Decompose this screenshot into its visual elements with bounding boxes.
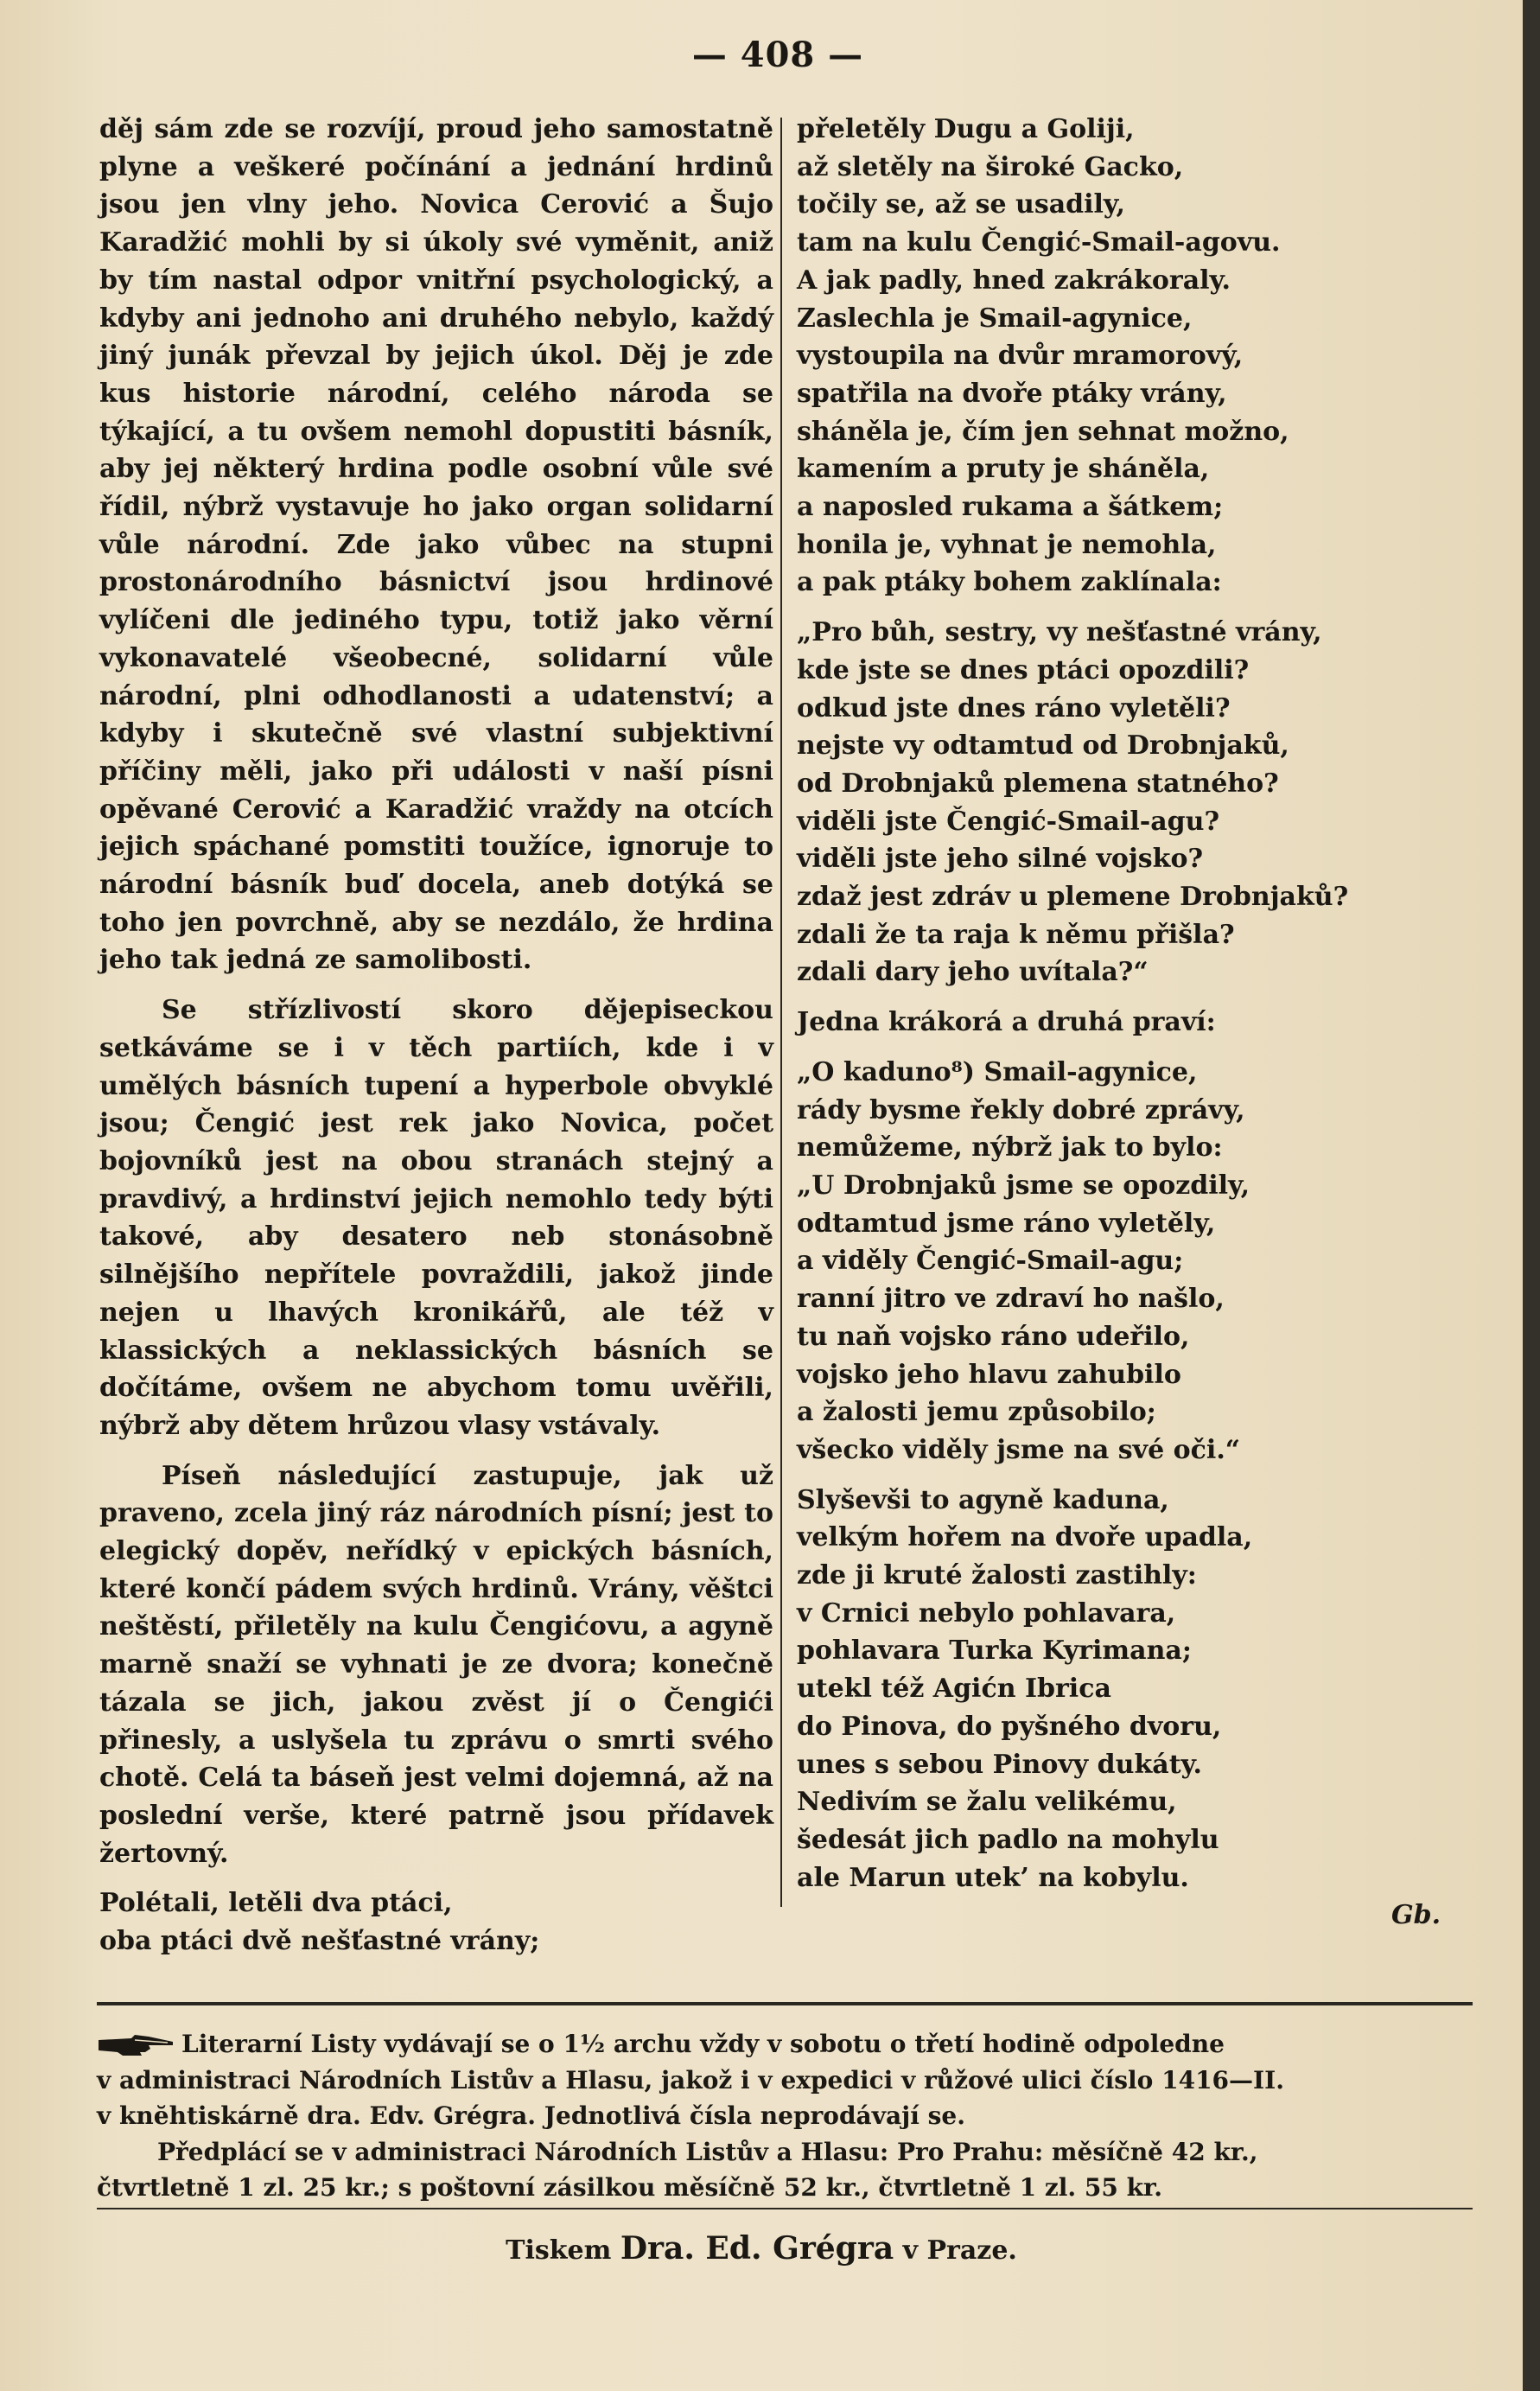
verse-line: ale Marun utek’ na kobylu. [797, 1862, 1189, 1893]
verse-line: všecko viděly jsme na své oči.“ [797, 1434, 1241, 1465]
paragraph-2: Se střízlivostí skoro dějepiseckou setkáváme se i v těch partiích, kde i v umělých básních tupení a hyperbole obvyklé jsou; Čengić jest rek jako Novica, počet bojovníků jest na obou stranách stejný a pravdivý, a hrdinství jejich nemohlo tedy býti takové, aby desatero neb stonásobně silnějšího nepřítele povraždili, jakož jinde nejen u lhavých kronikářů, ale též v klassických a neklassických básních se dočítáme, ovšem ne abychom tomu uvěřili, nýbrž aby dětem hrůzou vlasy vstávaly. [99, 995, 773, 1441]
imprint-prefix: Tiskem [506, 2235, 612, 2266]
pointing-hand-icon [97, 2031, 176, 2059]
signature: Gb. [1391, 1900, 1441, 1930]
page-edge [1523, 0, 1540, 2391]
verse-line: nemůžeme, nýbrž jak to bylo: [797, 1132, 1223, 1164]
verse-line: Polétali, letěli dva ptáci, [99, 1888, 453, 1919]
verse-line: Slyševši to agyně kaduna, [797, 1484, 1169, 1515]
footer-rule-bottom [97, 2208, 1473, 2209]
verse-line: Jedna krákorá a druhá praví: [797, 1007, 1216, 1038]
left-column [99, 111, 773, 1961]
verse-line: vystoupila na dvůr mramorový, [797, 341, 1244, 372]
notice-line-4: Předplácí se v administraci Národních Listův a Hlasu: Pro Prahu: měsíčně 42 kr., [157, 2137, 1258, 2166]
verse-line: rády bysme řekly dobré zprávy, [797, 1094, 1245, 1125]
verse-line: zde ji kruté žalosti zastihly: [797, 1560, 1197, 1591]
verse-line: přeletěly Dugu a Goliji, [797, 114, 1135, 144]
verse-line: zdali že ta raja k němu přišla? [797, 919, 1235, 950]
verse-line: zdaž jest zdráv u plemene Drobnjaků? [797, 882, 1349, 913]
printer-imprint [0, 2230, 1523, 2267]
verse-line: honila je, vyhnat je nemohla, [797, 529, 1217, 560]
verse-line: viděli jste jeho silné vojsko? [797, 844, 1204, 875]
verse-line: Nedivím se žalu velikému, [797, 1787, 1177, 1818]
verse-line: oba ptáci dvě nešťastné vrány; [99, 1926, 540, 1957]
imprint-name: Dra. Ed. Grégra [620, 2230, 894, 2267]
verse-line: ranní jitro ve zdraví ho našlo, [797, 1284, 1225, 1315]
verse-line: nejste vy odtamtud od Drobnjaků, [797, 730, 1289, 762]
notice-line-1: Literarní Listy vydávají se o 1½ archu vždy v sobotu o třetí hodině odpoledne [181, 2030, 1225, 2058]
imprint-suffix: v Praze. [902, 2235, 1017, 2266]
verse-line: „O kaduno⁸) Smail-agynice, [797, 1056, 1198, 1087]
verse-line: až sletěly na široké Gacko, [797, 151, 1184, 182]
verse-line: pohlavara Turka Kyrimana; [797, 1635, 1192, 1667]
notice-line-2: v administraci Národních Listův a Hlasu, jakož i v expedici v růžové ulici číslo 1416—II. [97, 2065, 1284, 2095]
verse-line: Zaslechla je Smail-agynice, [797, 303, 1193, 334]
paragraph-1: děj sám zde se rozvíjí, proud jeho samostatně plyne a veškeré počínání a jednání hrdinů jsou jen vlny jeho. Novica Cerović a Šujo Karadžić mohli by si úkoly své vyměnit, aniž by tím nastal odpor vnitřní psychologický, a kdyby ani jednoho ani druhého nebylo, každý jiný junák převzal by jejich úkol. Děj je zde kus historie národní, celého národa se týkající, a tu ovšem nemohl dopustiti básník, aby jej některý hrdina podle osobní vůle své řídil, nýbrž vystavuje ho jako organ solidarní vůle národní. Zde jako vůbec na stupni prostonárodního básnictví jsou hrdinové vylíčeni dle jediného typu, totiž jako věrní vykonavatelé všeobecné, solidarní vůle národní, plni odhodlanosti a udatenství; a kdyby i skutečně své vlastní subjektivní příčiny měli, jako při události v naší písni opěvané Cerović a Karadžić vraždy na otcích jejich spáchané pomstiti toužíce, ignoruje to národní básník buď docela, aneb dotýká se toho jen povrchně, aby se nezdálo, že hrdina jeho tak jedná ze samolibosti. [99, 114, 773, 976]
verse-line: a naposled rukama a šátkem; [797, 492, 1224, 523]
verse-line: kamením a pruty je sháněla, [797, 454, 1210, 485]
verse-line: odtamtud jsme ráno vyletěly, [797, 1208, 1216, 1239]
verse-line: a pak ptáky bohem zaklínala: [797, 567, 1222, 598]
verse-line: odkud jste dnes ráno vyletěli? [797, 692, 1231, 724]
right-verse [797, 111, 1365, 1897]
verse-line: spatřila na dvoře ptáky vrány, [797, 378, 1227, 409]
verse-line: unes s sebou Pinovy dukáty. [797, 1749, 1202, 1780]
verse-line: „Pro bůh, sestry, vy nešťastné vrány, [797, 617, 1322, 648]
verse-line: šedesát jich padlo na mohylu [797, 1824, 1219, 1855]
left-verse [99, 1884, 773, 1960]
verse-line: A jak padly, hned zakrákoraly. [797, 265, 1231, 296]
notice-line-5: čtvrtletně 1 zl. 25 kr.; s poštovní zásilkou měsíčně 52 kr., čtvrtletně 1 zl. 55 kr. [97, 2173, 1162, 2202]
verse-line: točily se, až se usadily, [797, 189, 1125, 220]
verse-line: velkým hořem na dvoře upadla, [797, 1522, 1253, 1553]
verse-line: viděli jste Čengić-Smail-agu? [797, 806, 1220, 837]
verse-line: do Pinova, do pyšného dvoru, [797, 1711, 1222, 1742]
footer-rule-top [97, 2002, 1473, 2005]
verse-line: utekl též Agićn Ibrica [797, 1674, 1111, 1705]
verse-line: vojsko jeho hlavu zahubilo [797, 1359, 1181, 1390]
verse-line: tu naň vojsko ráno udeřilo, [797, 1321, 1190, 1352]
page-number: — 408 — [691, 35, 864, 75]
verse-line: od Drobnjaků plemena statného? [797, 768, 1279, 799]
publication-notice [97, 2026, 1469, 2206]
paragraph-3: Píseň následující zastupuje, jak už praveno, zcela jiný ráz národních písní; jest to elegický dopěv, neřídký v epických básních, které končí pádem svých hrdinů. Vrány, věštci neštěstí, přiletěly na kulu Čengićovu, a agyně marně snaží se vyhnati je ze dvora; konečně tázala se jich, jakou zvěst jí o Čengići přinesly, a uslyšela tu zprávu o smrti svého chotě. Celá ta báseň jest velmi dojemná, až na poslední verše, které patrně jsou přídavek žertovný. [99, 1460, 773, 1869]
verse-line: a viděly Čengić-Smail-agu; [797, 1246, 1184, 1277]
verse-line: sháněla je, čím jen sehnat možno, [797, 416, 1289, 447]
verse-line: kde jste se dnes ptáci opozdili? [797, 654, 1250, 685]
right-column [797, 111, 1365, 1897]
verse-line: „U Drobnjaků jsme se opozdily, [797, 1170, 1250, 1201]
notice-line-3: v knĕhtiskárně dra. Edv. Grégra. Jednotlivá čísla neprodávají se. [97, 2101, 965, 2130]
verse-line: zdali dary jeho uvítala?“ [797, 957, 1149, 988]
verse-line: v Crnici nebylo pohlavara, [797, 1597, 1176, 1629]
verse-line: a žalosti jemu způsobilo; [797, 1397, 1156, 1428]
column-divider [780, 118, 782, 1907]
verse-line: tam na kulu Čengić-Smail-agovu. [797, 227, 1281, 258]
